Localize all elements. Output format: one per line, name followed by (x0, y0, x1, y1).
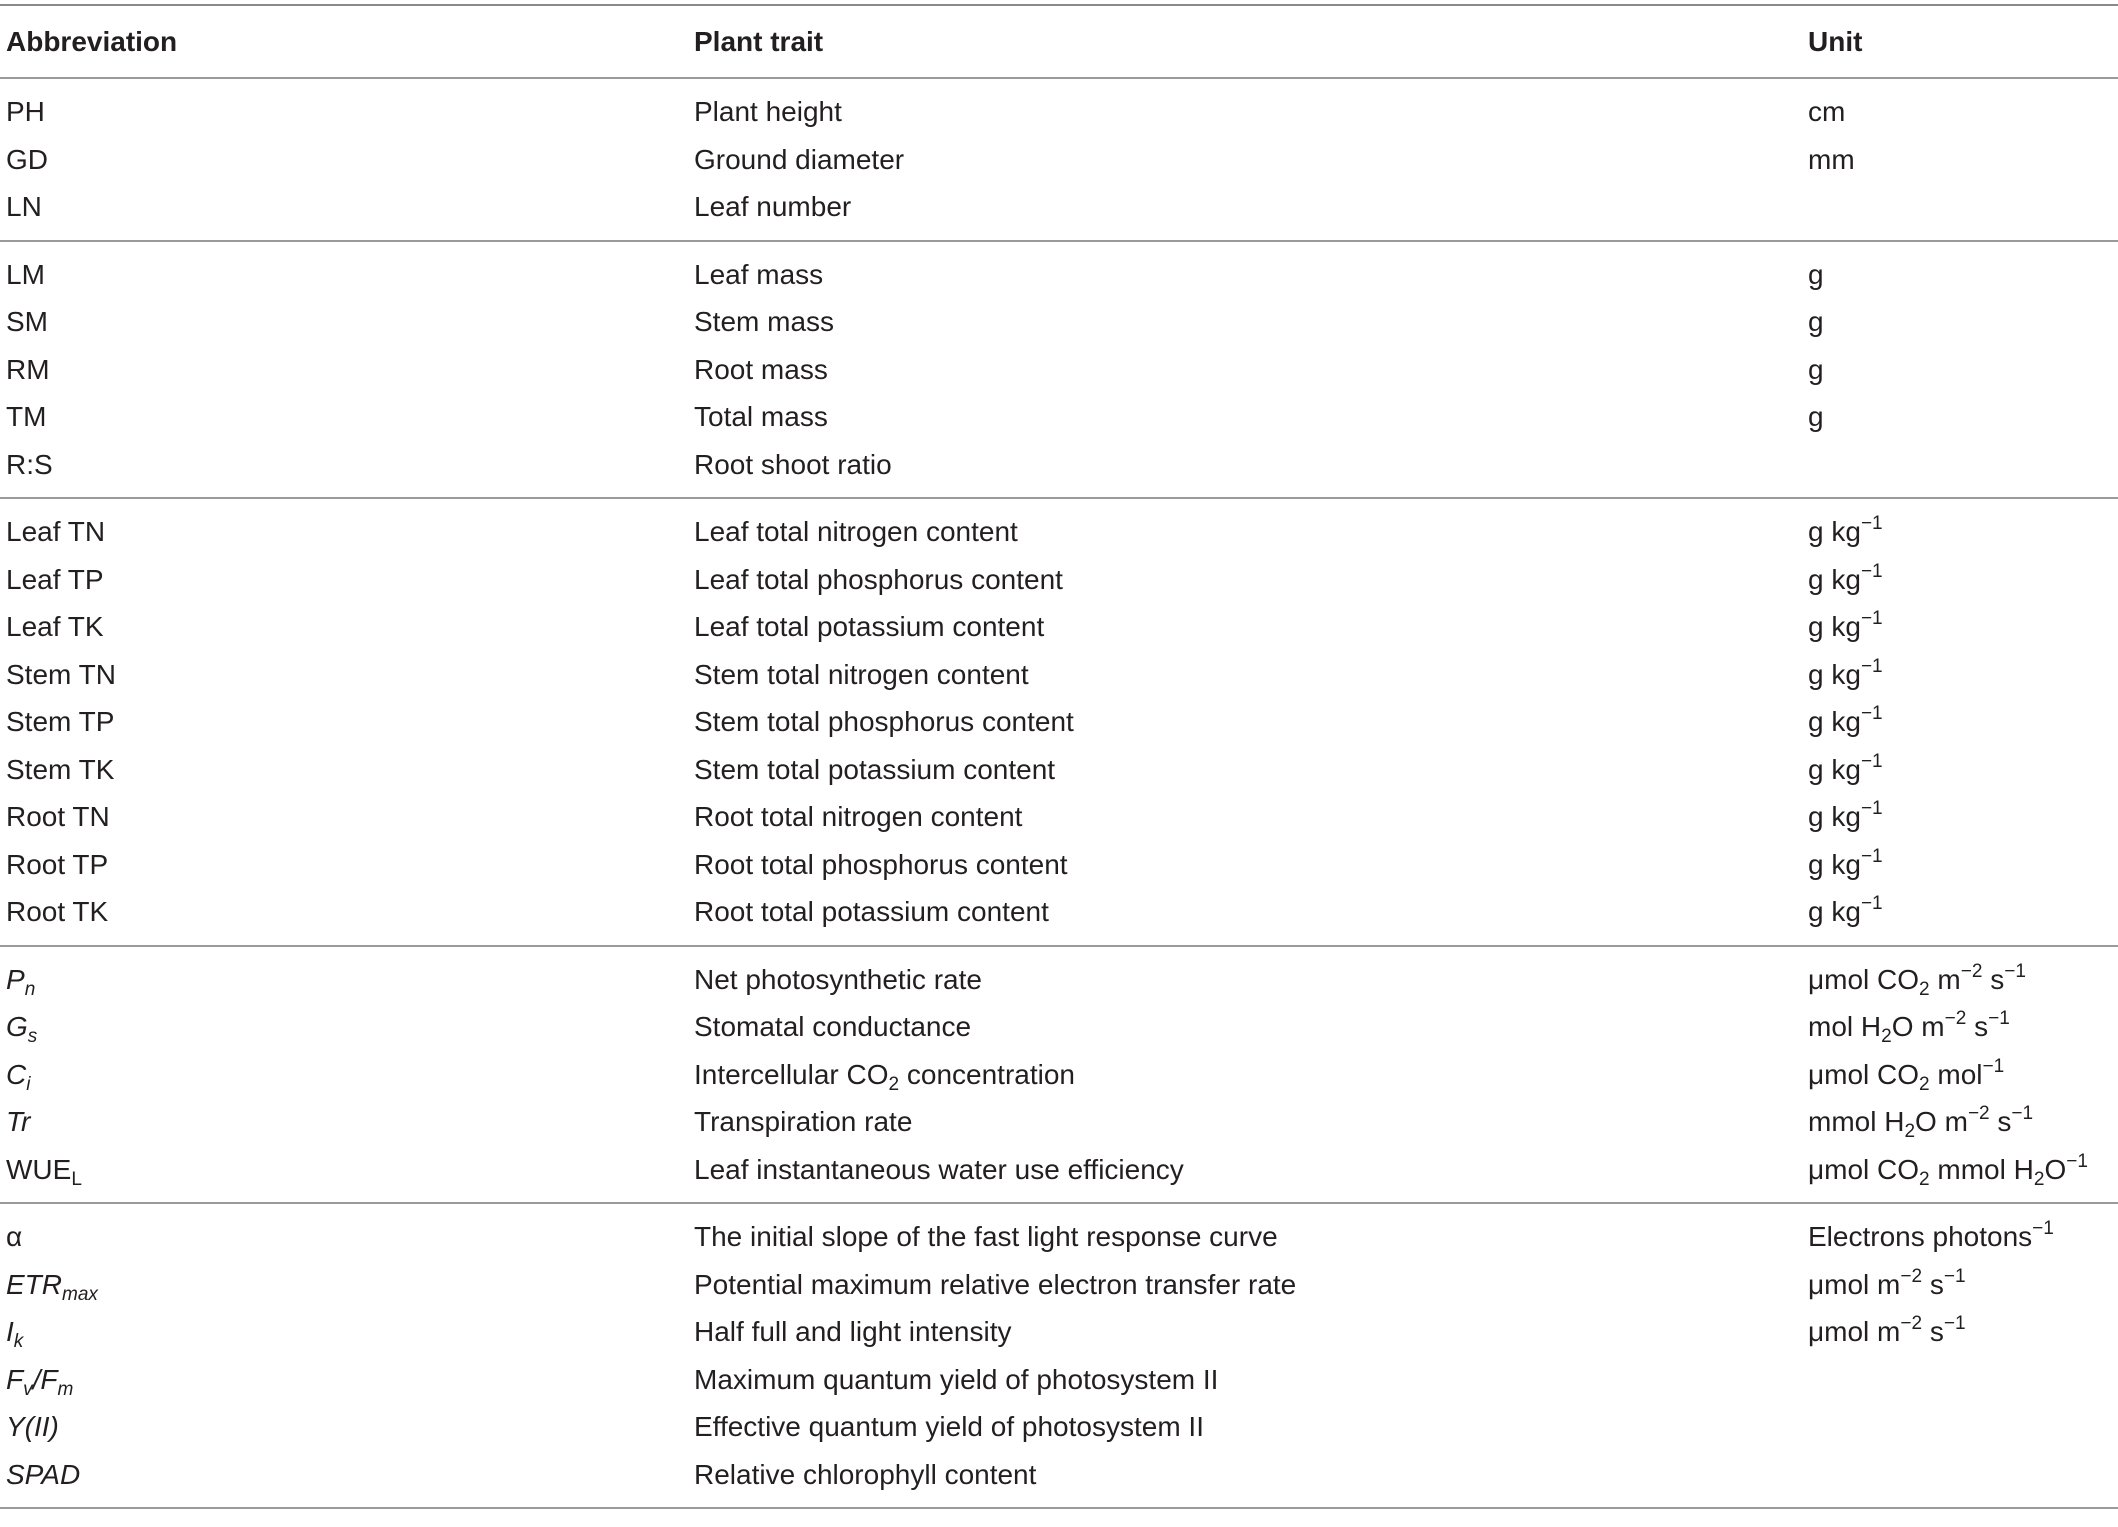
table-header-row (0, 6, 2118, 77)
group-rule (0, 945, 2118, 947)
cell-plant-trait: Ground diameter (694, 143, 905, 175)
cell-plant-trait: Stem total nitrogen content (694, 658, 1029, 690)
table-row (0, 746, 2118, 794)
table-row (0, 251, 2118, 299)
cell-abbreviation: α (6, 1221, 23, 1252)
cell-plant-trait: Stem total potassium content (694, 753, 1056, 785)
cell-plant-trait: Maximum quantum yield of photosystem II (694, 1363, 1219, 1395)
header-rule (0, 77, 2118, 79)
cell-plant-trait: Effective quantum yield of photosystem II (694, 1411, 1204, 1442)
cell-unit: μmol $CO_2$ $m^{-2}$ $s^{-1}$ (1808, 960, 2026, 1000)
cell-abbreviation: Tr (6, 1106, 31, 1137)
cell-plant-trait: Potential maximum relative electron transfer rate (694, 1268, 1297, 1300)
cell-abbreviation: RM (6, 353, 50, 385)
cell-abbreviation: $WUE_L$ (6, 1153, 82, 1190)
table-row (0, 603, 2118, 651)
cell-unit: cm (1808, 96, 1846, 127)
cell-plant-trait: Leaf instantaneous water use efficiency (694, 1153, 1184, 1185)
cell-plant-trait: Leaf mass (694, 258, 824, 290)
cell-unit: g $kg^{-1}$ (1808, 798, 1883, 832)
cell-abbreviation: Root TK (6, 896, 109, 927)
cell-unit: g $kg^{-1}$ (1808, 703, 1883, 737)
cell-abbreviation: $ETR_{max}$ (6, 1268, 98, 1305)
cell-abbreviation: $I_k$ (6, 1316, 24, 1353)
table-row (0, 508, 2118, 556)
cell-plant-trait: Root shoot ratio (694, 448, 892, 480)
cell-unit: g (1808, 353, 1824, 385)
table-row (0, 1213, 2118, 1261)
header-plant-trait: Plant trait (694, 26, 824, 57)
cell-unit: mmol $H_2O$ $m^{-2}$ $s^{-1}$ (1808, 1103, 2034, 1143)
cell-plant-trait: The initial slope of the fast light response curve (694, 1221, 1278, 1252)
table-row (0, 1051, 2118, 1099)
table-row (0, 1098, 2118, 1146)
table-row (0, 346, 2118, 394)
cell-unit: g $kg^{-1}$ (1808, 560, 1883, 595)
cell-abbreviation: Leaf TP (6, 563, 104, 595)
cell-plant-trait: Root total nitrogen content (694, 801, 1023, 832)
table-row (0, 441, 2118, 489)
cell-unit: μmol $m^{-2}$ $s^{-1}$ (1808, 1265, 1966, 1300)
cell-plant-trait: Root total potassium content (694, 896, 1049, 927)
cell-plant-trait: Transpiration rate (694, 1106, 913, 1137)
cell-unit: g $kg^{-1}$ (1808, 655, 1883, 690)
cell-plant-trait: Stem mass (694, 306, 835, 337)
table-row (0, 1403, 2118, 1451)
cell-plant-trait: Root total phosphorus content (694, 848, 1068, 880)
table-row (0, 136, 2118, 184)
cell-abbreviation: Stem TK (6, 753, 115, 785)
cell-plant-trait: Total mass (694, 401, 828, 432)
cell-abbreviation: PH (6, 96, 45, 127)
cell-abbreviation: LN (6, 191, 42, 222)
table-row (0, 1261, 2118, 1309)
cell-unit: g $kg^{-1}$ (1808, 750, 1883, 785)
table-row (0, 651, 2118, 699)
cell-plant-trait: Root mass (694, 353, 828, 385)
table-row (0, 556, 2118, 604)
cell-unit: g (1808, 401, 1824, 432)
cell-abbreviation: R:S (6, 448, 53, 480)
table-row (0, 841, 2118, 889)
cell-plant-trait: Leaf total potassium content (694, 611, 1045, 642)
group-rule (0, 1507, 2118, 1509)
cell-abbreviation: SM (6, 306, 48, 337)
header-abbreviation: Abbreviation (6, 26, 178, 57)
cell-abbreviation: LM (6, 258, 45, 290)
cell-abbreviation: $P_n$ (6, 963, 36, 1000)
cell-unit: mol $H_2O$ $m^{-2}$ $s^{-1}$ (1808, 1008, 2010, 1048)
cell-unit: g (1808, 258, 1824, 290)
cell-abbreviation: SPAD (6, 1458, 81, 1490)
traits-table (0, 4, 2118, 1509)
cell-abbreviation: Y(II) (6, 1411, 59, 1442)
table-row (0, 88, 2118, 136)
table-row (0, 793, 2118, 841)
cell-abbreviation: Root TN (6, 801, 110, 832)
cell-abbreviation: $F_v/F_m$ (6, 1363, 74, 1400)
cell-abbreviation: Leaf TK (6, 611, 104, 642)
cell-plant-trait: Net photosynthetic rate (694, 963, 982, 995)
cell-abbreviation: $C_i$ (6, 1058, 31, 1095)
cell-plant-trait: Stem total phosphorus content (694, 706, 1074, 737)
cell-unit: g $kg^{-1}$ (1808, 608, 1883, 642)
table-row (0, 1356, 2118, 1404)
group-rule (0, 1202, 2118, 1204)
table-row (0, 888, 2118, 936)
cell-unit: g (1808, 306, 1824, 337)
table-row (0, 956, 2118, 1004)
cell-plant-trait: Leaf number (694, 191, 852, 222)
cell-plant-trait: Leaf total phosphorus content (694, 563, 1063, 595)
group-rule (0, 240, 2118, 242)
cell-abbreviation: Stem TP (6, 706, 115, 737)
table-body (0, 88, 2118, 1509)
cell-plant-trait: Relative chlorophyll content (694, 1458, 1037, 1490)
cell-plant-trait: Intercellular $CO_2$ concentration (694, 1058, 1075, 1095)
cell-abbreviation: Leaf TN (6, 516, 106, 547)
table-row (0, 1308, 2118, 1356)
cell-unit: mm (1808, 143, 1855, 175)
cell-abbreviation: $G_s$ (6, 1011, 38, 1048)
cell-plant-trait: Leaf total nitrogen content (694, 516, 1018, 547)
table-row (0, 298, 2118, 346)
cell-abbreviation: GD (6, 143, 48, 175)
table-row (0, 1003, 2118, 1051)
cell-unit: Electrons photons$^{-1}$ (1808, 1218, 2054, 1252)
cell-plant-trait: Stomatal conductance (694, 1011, 972, 1042)
cell-plant-trait: Plant height (694, 96, 842, 127)
table-row (0, 1146, 2118, 1194)
cell-abbreviation: Root TP (6, 848, 109, 880)
cell-unit: g $kg^{-1}$ (1808, 513, 1883, 547)
cell-unit: μmol $CO_2$ mol$^{-1}$ (1808, 1055, 2005, 1095)
cell-unit: g $kg^{-1}$ (1808, 893, 1883, 927)
cell-abbreviation: Stem TN (6, 658, 116, 690)
table-row (0, 1451, 2118, 1499)
table-row (0, 183, 2118, 231)
cell-plant-trait: Half full and light intensity (694, 1316, 1012, 1347)
table-row (0, 393, 2118, 441)
cell-unit: μmol $m^{-2}$ $s^{-1}$ (1808, 1313, 1966, 1347)
cell-abbreviation: TM (6, 401, 47, 432)
group-rule (0, 497, 2118, 499)
table-row (0, 698, 2118, 746)
header-unit: Unit (1808, 26, 1863, 57)
cell-unit: μmol $CO_2$ mmol $H_2O^{-1}$ (1808, 1150, 2088, 1190)
cell-unit: g $kg^{-1}$ (1808, 845, 1883, 880)
